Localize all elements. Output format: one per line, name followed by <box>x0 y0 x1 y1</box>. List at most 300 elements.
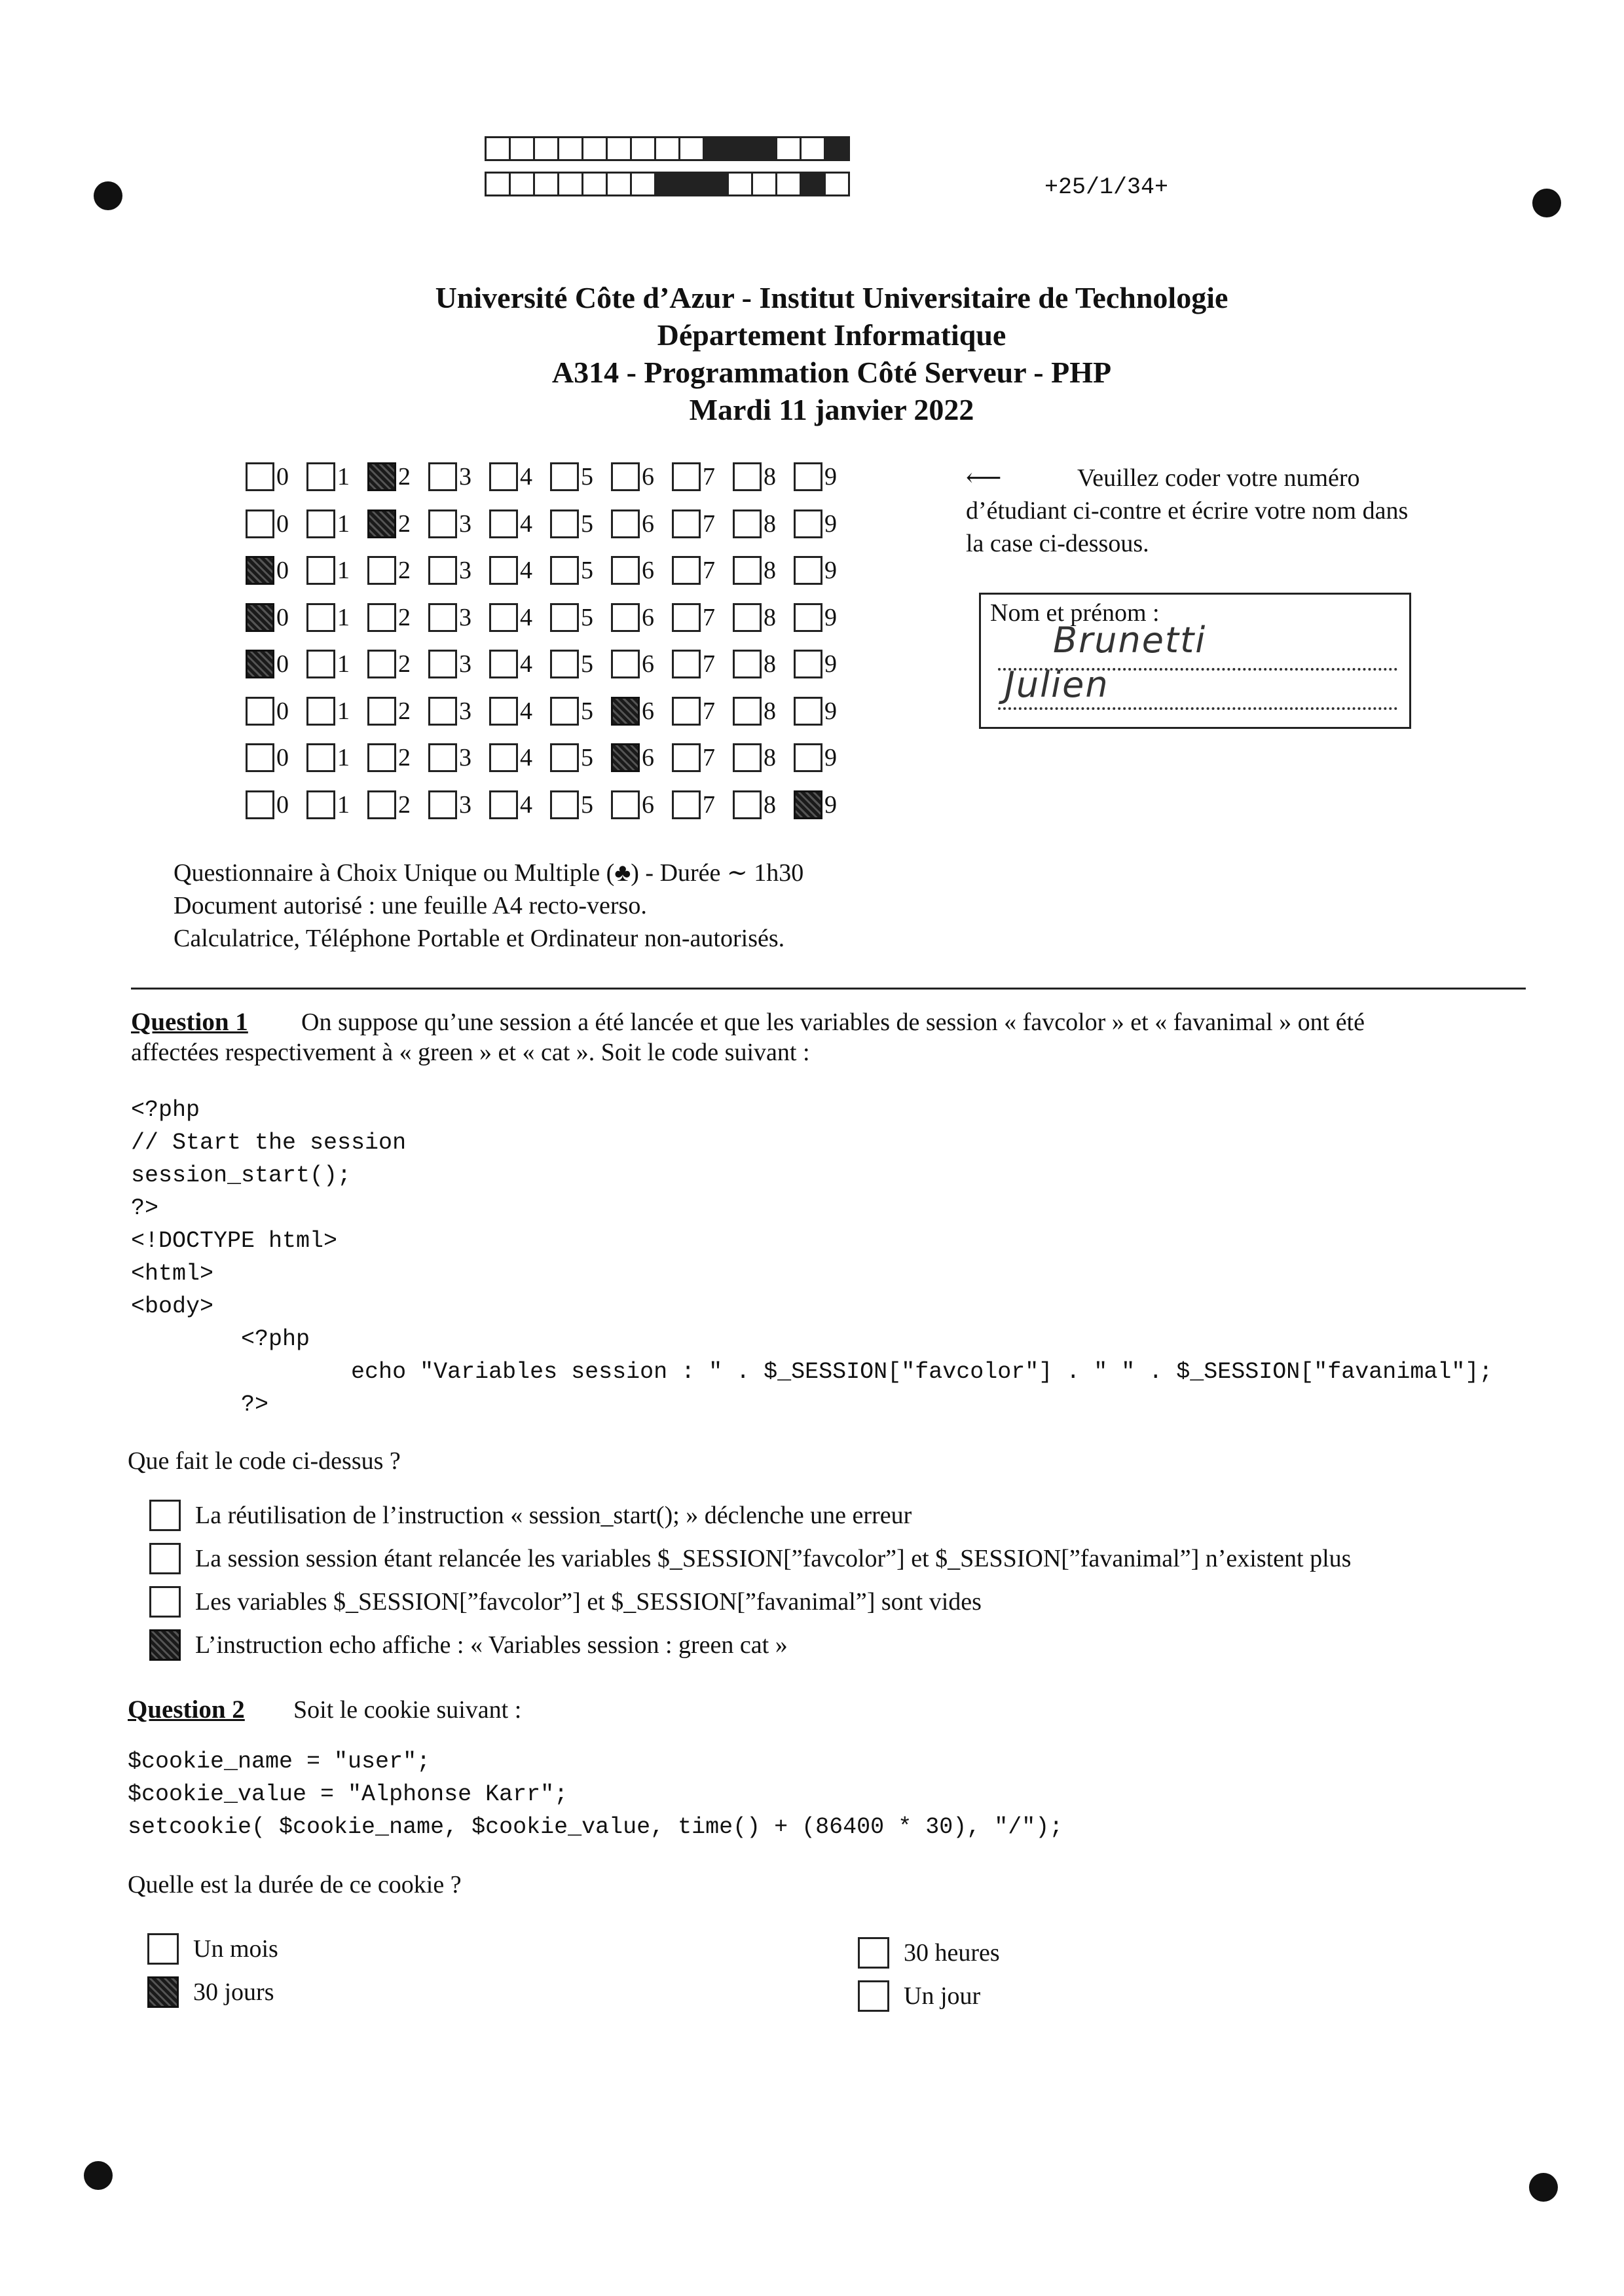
code-line: setcookie( $cookie_name, $cookie_value, time() + (86400 * 30), "/"); <box>128 1814 1063 1840</box>
question-2-option[interactable] <box>147 1976 274 2008</box>
id-digit-option <box>611 697 672 726</box>
id-digit-label: 5 <box>581 697 593 725</box>
id-digit-label: 0 <box>276 697 289 725</box>
question-2-title: Question 2 <box>128 1695 245 1724</box>
barcode-row-1-cell <box>557 136 583 161</box>
id-digit-label: 0 <box>276 509 289 538</box>
id-digit-checkbox[interactable] <box>672 509 701 538</box>
id-digit-label: 6 <box>642 650 654 678</box>
id-digit-option <box>428 556 489 585</box>
barcode-row-1-cell <box>630 136 656 161</box>
id-digit-option <box>550 743 611 772</box>
id-digit-label: 9 <box>824 557 837 584</box>
handwritten-first-name: Julien <box>1005 664 1109 705</box>
id-digit-label: 5 <box>581 744 593 771</box>
id-digit-option <box>428 743 489 772</box>
id-digit-checkbox[interactable] <box>733 509 762 538</box>
id-digit-checkbox[interactable] <box>246 650 274 678</box>
id-digit-option <box>672 743 733 772</box>
id-digit-label: 1 <box>337 790 350 819</box>
id-digit-label: 4 <box>520 603 532 631</box>
id-digit-option <box>733 790 794 819</box>
barcode-row-1-cell <box>509 136 535 161</box>
id-digit-checkbox[interactable] <box>672 743 701 772</box>
registration-mark-bottom-left <box>84 2161 113 2190</box>
id-digit-option <box>306 509 367 538</box>
id-digit-option <box>611 790 672 819</box>
id-digit-checkbox[interactable] <box>611 650 640 678</box>
id-digit-checkbox[interactable] <box>246 603 274 632</box>
id-digit-checkbox[interactable] <box>428 650 457 678</box>
id-digit-option <box>733 650 794 678</box>
id-digit-label: 8 <box>764 744 776 771</box>
id-digit-option <box>246 650 306 678</box>
id-digit-label: 2 <box>398 509 411 538</box>
question-2-checkbox[interactable] <box>858 1937 889 1969</box>
id-digit-checkbox[interactable] <box>489 556 518 585</box>
barcode-row-2-cell <box>727 172 753 196</box>
id-digit-checkbox[interactable] <box>733 790 762 819</box>
code-line: echo "Variables session : " . $_SESSION["favcolor"] . " " . $_SESSION["favanimal"]; <box>131 1359 1493 1385</box>
id-digit-option <box>246 743 306 772</box>
id-digit-checkbox[interactable] <box>367 743 396 772</box>
id-digit-option <box>672 697 733 726</box>
id-digit-checkbox[interactable] <box>794 743 822 772</box>
id-digit-option <box>550 509 611 538</box>
id-digit-option <box>733 556 794 585</box>
id-digit-label: 3 <box>459 463 471 491</box>
id-digit-checkbox[interactable] <box>733 556 762 585</box>
id-digit-label: 3 <box>459 744 471 771</box>
id-digit-checkbox[interactable] <box>367 509 396 538</box>
id-digit-option <box>672 556 733 585</box>
id-digit-option <box>550 697 611 726</box>
id-digit-option <box>246 462 306 491</box>
id-digit-label: 2 <box>398 603 411 631</box>
id-digit-label: 1 <box>337 509 350 538</box>
barcode-row-2-cell <box>775 172 802 196</box>
id-digit-checkbox[interactable] <box>367 697 396 726</box>
id-digit-label: 2 <box>398 697 411 725</box>
id-digit-option <box>367 743 428 772</box>
id-digit-option <box>733 462 794 491</box>
id-digit-option <box>672 603 733 632</box>
id-digit-label: 8 <box>764 697 776 725</box>
id-digit-option <box>367 790 428 819</box>
barcode-row-1-cell <box>703 136 729 161</box>
id-digit-label: 6 <box>642 509 654 538</box>
id-digit-checkbox[interactable] <box>306 556 335 585</box>
id-digit-checkbox[interactable] <box>672 556 701 585</box>
barcode-row-1-cell <box>654 136 680 161</box>
id-digit-label: 9 <box>824 790 837 819</box>
id-digit-option <box>246 509 306 538</box>
id-digit-option <box>428 697 489 726</box>
id-digit-option <box>428 509 489 538</box>
id-digit-label: 6 <box>642 603 654 631</box>
id-digit-row <box>246 554 855 587</box>
id-digit-label: 7 <box>703 463 715 491</box>
barcode-row-1-cell <box>727 136 753 161</box>
id-digit-label: 4 <box>520 697 532 725</box>
id-digit-option <box>794 603 855 632</box>
id-digit-label: 3 <box>459 650 471 678</box>
id-digit-label: 1 <box>337 744 350 771</box>
id-digit-option <box>611 509 672 538</box>
id-digit-label: 5 <box>581 463 593 491</box>
barcode-row-1-cell <box>824 136 850 161</box>
id-digit-option <box>489 556 550 585</box>
id-digit-checkbox[interactable] <box>428 743 457 772</box>
id-digit-checkbox[interactable] <box>246 462 274 491</box>
id-digit-label: 9 <box>824 463 837 491</box>
id-digit-option <box>489 509 550 538</box>
id-digit-checkbox[interactable] <box>733 650 762 678</box>
id-digit-label: 7 <box>703 557 715 584</box>
id-digit-label: 1 <box>337 650 350 678</box>
id-digit-checkbox[interactable] <box>550 650 579 678</box>
id-digit-label: 6 <box>642 790 654 819</box>
question-2-option-label: Un jour <box>904 1982 981 2010</box>
id-digit-checkbox[interactable] <box>794 790 822 819</box>
question-1-option[interactable] <box>149 1543 1351 1574</box>
id-digit-checkbox[interactable] <box>428 462 457 491</box>
id-digit-checkbox[interactable] <box>246 790 274 819</box>
barcode-row-2-cell <box>751 172 777 196</box>
question-1-option-label: L’instruction echo affiche : « Variables session : green cat » <box>195 1631 788 1659</box>
id-digit-label: 8 <box>764 463 776 491</box>
id-digit-option <box>611 743 672 772</box>
question-2-option[interactable] <box>147 1933 278 1965</box>
question-1-option-label: Les variables $_SESSION[”favcolor”] et $_SESSION[”favanimal”] sont vides <box>195 1588 982 1616</box>
title-university: Université Côte d’Azur - Institut Universitaire de Technologie <box>435 281 1228 314</box>
id-digit-checkbox[interactable] <box>794 650 822 678</box>
id-digit-checkbox[interactable] <box>489 603 518 632</box>
id-digit-option <box>306 697 367 726</box>
id-digit-checkbox[interactable] <box>428 603 457 632</box>
id-digit-checkbox[interactable] <box>550 603 579 632</box>
id-digit-checkbox[interactable] <box>489 697 518 726</box>
question-2-option[interactable] <box>858 1937 1000 1969</box>
question-2-text: Soit le cookie suivant : <box>293 1696 522 1724</box>
id-digit-checkbox[interactable] <box>794 509 822 538</box>
id-digit-checkbox[interactable] <box>733 697 762 726</box>
id-digit-checkbox[interactable] <box>428 790 457 819</box>
id-digit-option <box>367 556 428 585</box>
id-digit-label: 5 <box>581 603 593 631</box>
id-digit-label: 9 <box>824 697 837 725</box>
question-2-option-label: 30 heures <box>904 1939 1000 1967</box>
title-date: Mardi 11 janvier 2022 <box>689 393 974 426</box>
id-digit-label: 4 <box>520 744 532 771</box>
id-digit-option <box>733 697 794 726</box>
id-digit-label: 9 <box>824 603 837 631</box>
name-box-label: Nom et prénom : <box>990 599 1160 627</box>
barcode-row-2-cell <box>581 172 608 196</box>
id-digit-checkbox[interactable] <box>550 790 579 819</box>
id-digit-option <box>489 743 550 772</box>
exam-info-line-1: Questionnaire à Choix Unique ou Multiple (♣) - Durée ∼ 1h30 <box>174 859 804 887</box>
id-digit-checkbox[interactable] <box>428 509 457 538</box>
barcode-row-2-cell <box>509 172 535 196</box>
id-digit-option <box>794 650 855 678</box>
id-digit-option <box>794 556 855 585</box>
id-digit-option <box>733 509 794 538</box>
id-digit-checkbox[interactable] <box>672 603 701 632</box>
id-digit-label: 3 <box>459 557 471 584</box>
barcode-row-2-cell <box>654 172 680 196</box>
question-2-option[interactable] <box>858 1980 980 2012</box>
id-digit-label: 8 <box>764 603 776 631</box>
name-line-2 <box>998 707 1397 710</box>
id-digit-checkbox[interactable] <box>489 509 518 538</box>
id-digit-checkbox[interactable] <box>672 462 701 491</box>
code-line: ?> <box>131 1392 269 1418</box>
id-digit-option <box>306 790 367 819</box>
id-digit-checkbox[interactable] <box>794 462 822 491</box>
instructions-text: Veuillez coder votre numéro d’étudiant ci-contre et écrire votre nom dans la case ci-dessous. <box>966 464 1409 557</box>
id-digit-checkbox[interactable] <box>306 462 335 491</box>
id-digit-label: 2 <box>398 650 411 678</box>
id-digit-label: 6 <box>642 697 654 725</box>
name-box[interactable] <box>979 593 1411 729</box>
id-digit-option <box>489 462 550 491</box>
id-digit-checkbox[interactable] <box>550 509 579 538</box>
id-digit-checkbox[interactable] <box>672 697 701 726</box>
question-1-option[interactable] <box>149 1629 788 1661</box>
id-digit-checkbox[interactable] <box>611 603 640 632</box>
id-digit-label: 1 <box>337 697 350 725</box>
id-digit-label: 0 <box>276 744 289 771</box>
question-1-title: Question 1 <box>131 1008 248 1036</box>
id-digit-checkbox[interactable] <box>489 650 518 678</box>
id-digit-option <box>306 462 367 491</box>
barcode-row-1-cell <box>800 136 826 161</box>
id-digit-checkbox[interactable] <box>306 509 335 538</box>
id-digit-option <box>428 462 489 491</box>
code-line: session_start(); <box>131 1162 352 1189</box>
id-digit-option <box>306 556 367 585</box>
id-digit-label: 1 <box>337 603 350 631</box>
id-digit-option <box>367 509 428 538</box>
id-digit-label: 4 <box>520 650 532 678</box>
title-course: A314 - Programmation Côté Serveur - PHP <box>551 356 1112 389</box>
id-digit-option <box>794 462 855 491</box>
id-digit-label: 1 <box>337 557 350 584</box>
id-digit-row <box>246 460 855 493</box>
barcode-row-2-cell <box>533 172 559 196</box>
question-1-code <box>131 1094 1492 1421</box>
id-digit-checkbox[interactable] <box>733 743 762 772</box>
id-digit-option <box>794 697 855 726</box>
id-digit-option <box>611 556 672 585</box>
id-digit-checkbox[interactable] <box>611 462 640 491</box>
id-digit-option <box>489 697 550 726</box>
id-digit-checkbox[interactable] <box>733 603 762 632</box>
id-digit-option <box>246 556 306 585</box>
id-digit-checkbox[interactable] <box>550 743 579 772</box>
exam-info <box>174 857 803 955</box>
barcode-row-1-cell <box>533 136 559 161</box>
id-digit-option <box>611 462 672 491</box>
question-1-checkbox[interactable] <box>149 1500 181 1531</box>
code-line: $cookie_value = "Alphonse Karr"; <box>128 1781 568 1807</box>
id-digit-label: 2 <box>398 744 411 771</box>
question-2-code <box>128 1745 1063 1843</box>
id-digit-checkbox[interactable] <box>306 603 335 632</box>
title-department: Département Informatique <box>657 318 1006 352</box>
id-digit-row <box>246 788 855 821</box>
barcode-row-2-cell <box>606 172 632 196</box>
id-digit-row <box>246 695 855 728</box>
id-digit-option <box>733 603 794 632</box>
id-digit-label: 0 <box>276 557 289 584</box>
id-digit-checkbox[interactable] <box>550 697 579 726</box>
barcode-row-2-cell <box>800 172 826 196</box>
id-digit-option <box>367 603 428 632</box>
question-1-checkbox[interactable] <box>149 1586 181 1618</box>
question-1-option[interactable] <box>149 1500 912 1531</box>
id-digit-checkbox[interactable] <box>367 603 396 632</box>
id-digit-checkbox[interactable] <box>611 556 640 585</box>
id-digit-checkbox[interactable] <box>367 556 396 585</box>
id-digit-label: 5 <box>581 509 593 538</box>
id-digit-option <box>794 743 855 772</box>
id-digit-label: 7 <box>703 603 715 631</box>
id-digit-option <box>489 650 550 678</box>
id-digit-label: 9 <box>824 744 837 771</box>
id-digit-checkbox[interactable] <box>611 743 640 772</box>
id-digit-label: 7 <box>703 744 715 771</box>
id-digit-label: 2 <box>398 790 411 819</box>
id-digit-row <box>246 508 855 540</box>
id-digit-option <box>794 790 855 819</box>
barcode-row-2-cell <box>557 172 583 196</box>
question-2-checkbox[interactable] <box>147 1933 179 1965</box>
id-digit-label: 5 <box>581 650 593 678</box>
id-digit-checkbox[interactable] <box>306 743 335 772</box>
id-digit-label: 2 <box>398 557 411 584</box>
id-digit-checkbox[interactable] <box>428 697 457 726</box>
id-digit-checkbox[interactable] <box>794 556 822 585</box>
handwritten-last-name: Brunetti <box>1053 620 1207 661</box>
id-digit-checkbox[interactable] <box>733 462 762 491</box>
id-digit-checkbox[interactable] <box>550 462 579 491</box>
id-digit-option <box>428 603 489 632</box>
id-digit-option <box>367 462 428 491</box>
id-digit-checkbox[interactable] <box>306 697 335 726</box>
id-digit-label: 5 <box>581 790 593 819</box>
id-digit-label: 8 <box>764 790 776 819</box>
id-digit-option <box>489 790 550 819</box>
id-digit-checkbox[interactable] <box>428 556 457 585</box>
id-digit-label: 4 <box>520 509 532 538</box>
id-digit-label: 6 <box>642 557 654 584</box>
barcode-row-2-cell <box>485 172 511 196</box>
code-line: // Start the session <box>131 1130 407 1156</box>
id-digit-checkbox[interactable] <box>246 556 274 585</box>
id-digit-label: 3 <box>459 603 471 631</box>
id-digit-checkbox[interactable] <box>672 790 701 819</box>
id-digit-label: 8 <box>764 557 776 584</box>
id-digit-checkbox[interactable] <box>306 790 335 819</box>
id-digit-label: 8 <box>764 509 776 538</box>
id-digit-option <box>611 650 672 678</box>
barcode-row-1-cell <box>581 136 608 161</box>
id-digit-label: 7 <box>703 650 715 678</box>
id-digit-checkbox[interactable] <box>611 509 640 538</box>
id-digit-label: 9 <box>824 650 837 678</box>
id-digit-option <box>306 603 367 632</box>
id-digit-label: 7 <box>703 790 715 819</box>
id-digit-label: 8 <box>764 650 776 678</box>
id-digit-label: 3 <box>459 697 471 725</box>
sheet-code: +25/1/34+ <box>1044 174 1169 200</box>
id-digit-checkbox[interactable] <box>672 650 701 678</box>
id-digit-option <box>550 556 611 585</box>
id-digit-checkbox[interactable] <box>489 462 518 491</box>
barcode-row-1-cell <box>775 136 802 161</box>
question-1-option-label: La session session étant relancée les variables $_SESSION[”favcolor”] et $_SESSION[”favanimal”] n’existent plus <box>195 1545 1352 1572</box>
barcode-row-2-cell <box>703 172 729 196</box>
id-digit-option <box>794 509 855 538</box>
barcode-row-2-cell <box>630 172 656 196</box>
id-digit-checkbox[interactable] <box>246 697 274 726</box>
id-digit-label: 6 <box>642 744 654 771</box>
question-1-option[interactable] <box>149 1586 982 1618</box>
question-1-checkbox[interactable] <box>149 1629 181 1661</box>
id-digit-checkbox[interactable] <box>367 790 396 819</box>
question-2-option-label: 30 jours <box>193 1978 274 2006</box>
barcode-row-2 <box>485 172 848 196</box>
id-digit-option <box>550 462 611 491</box>
question-2-checkbox[interactable] <box>858 1980 889 2012</box>
code-line: $cookie_name = "user"; <box>128 1749 431 1775</box>
id-digit-checkbox[interactable] <box>246 509 274 538</box>
id-digit-checkbox[interactable] <box>246 743 274 772</box>
id-digit-option <box>246 697 306 726</box>
id-digit-option <box>489 603 550 632</box>
id-digit-checkbox[interactable] <box>550 556 579 585</box>
id-digit-option <box>306 743 367 772</box>
id-digit-row <box>246 741 855 774</box>
id-digit-option <box>367 697 428 726</box>
id-digit-label: 9 <box>824 509 837 538</box>
id-digit-checkbox[interactable] <box>794 697 822 726</box>
id-digit-checkbox[interactable] <box>367 650 396 678</box>
question-2-checkbox[interactable] <box>147 1976 179 2008</box>
id-digit-checkbox[interactable] <box>611 790 640 819</box>
id-digit-checkbox[interactable] <box>611 697 640 726</box>
registration-mark-top-left <box>94 181 122 210</box>
id-digit-option <box>550 650 611 678</box>
id-digit-label: 0 <box>276 603 289 631</box>
id-digit-label: 3 <box>459 790 471 819</box>
code-line: <html> <box>131 1261 214 1287</box>
registration-mark-bottom-right <box>1529 2173 1558 2202</box>
id-digit-checkbox[interactable] <box>794 603 822 632</box>
question-1-checkbox[interactable] <box>149 1543 181 1574</box>
id-digit-checkbox[interactable] <box>489 743 518 772</box>
id-digit-label: 3 <box>459 509 471 538</box>
id-digit-label: 0 <box>276 790 289 819</box>
question-1-prompt: Que fait le code ci-dessus ? <box>128 1447 401 1475</box>
id-digit-checkbox[interactable] <box>489 790 518 819</box>
code-line: <?php <box>131 1326 310 1352</box>
id-digit-option <box>672 650 733 678</box>
id-digit-checkbox[interactable] <box>306 650 335 678</box>
id-digit-checkbox[interactable] <box>367 462 396 491</box>
